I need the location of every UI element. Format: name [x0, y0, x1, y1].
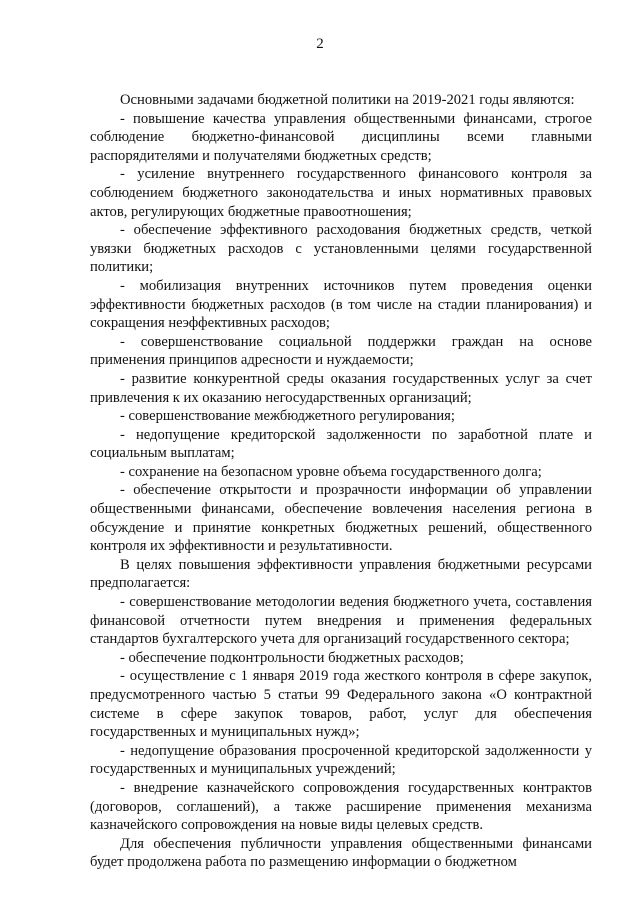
list-item: - совершенствование методологии ведения бюджетного учета, составления финансовой отчетности путем внедрения и применения федеральных стандартов бухгалтерского учета для организаций государственного сектора;: [90, 594, 592, 648]
list-item: - обеспечение подконтрольности бюджетных расходов;: [120, 649, 464, 666]
paragraph-publicity: Для обеспечения публичности управления общественными финансами будет продолжена работа по размещению информации о бюджетном: [90, 835, 592, 871]
document-body: [90, 91, 592, 872]
list-item: - усиление внутреннего государственного финансового контроля за соблюдением бюджетного законодательства и иных нормативных правовых актов, регулирующих бюджетные правоотношения;: [90, 166, 592, 220]
paragraph-intro: Основными задачами бюджетной политики на 2019-2021 годы являются:: [120, 92, 575, 108]
list-item: - недопущение кредиторской задолженности по заработной плате и социальным выплатам;: [90, 426, 592, 462]
list-item: - сохранение на безопасном уровне объема государственного долга;: [120, 463, 542, 480]
list-item: - обеспечение открытости и прозрачности информации об управлении общественными финансами, обеспечение вовлечения населения региона в обсуждение и принятие конкретных бюджетных решений, общественного контроля их эффективности и результативности.: [90, 482, 592, 555]
list-item: - совершенствование социальной поддержки граждан на основе применения принципов адресности и нуждаемости;: [90, 333, 592, 369]
list-item: - совершенствование межбюджетного регулирования;: [120, 408, 455, 425]
list-item: - внедрение казначейского сопровождения государственных контрактов (договоров, соглашений), а также расширение применения механизма казначейского сопровождения на новые виды целевых средств.: [90, 779, 592, 834]
list-item: - мобилизация внутренних источников путем проведения оценки эффективности бюджетных расходов (в том числе на стадии планирования) и сокращения неэффективных расходов;: [90, 277, 592, 332]
list-item: - обеспечение эффективного расходования бюджетных средств, четкой увязки бюджетных расходов с установленными целями государственной политики;: [90, 222, 592, 276]
list-item: - недопущение образования просроченной кредиторской задолженности у государственных и муниципальных учреждений;: [90, 742, 592, 778]
paragraph-measures-intro: В целях повышения эффективности управления бюджетными ресурсами предполагается:: [90, 556, 592, 592]
page-number: 2: [316, 36, 324, 52]
list-item: - повышение качества управления общественными финансами, строгое соблюдение бюджетно-финансовой дисциплины всеми главными распорядителями и получателями бюджетных средств;: [90, 110, 592, 164]
list-item: - развитие конкурентной среды оказания государственных услуг за счет привлечения к их оказанию негосударственных организаций;: [90, 370, 592, 406]
list-item: - осуществление с 1 января 2019 года жесткого контроля в сфере закупок, предусмотренного частью 5 статьи 99 Федерального закона «О контрактной системе в сфере закупок товаров, работ, услуг для обеспечения государственных и муниципальных нужд»;: [90, 668, 592, 741]
